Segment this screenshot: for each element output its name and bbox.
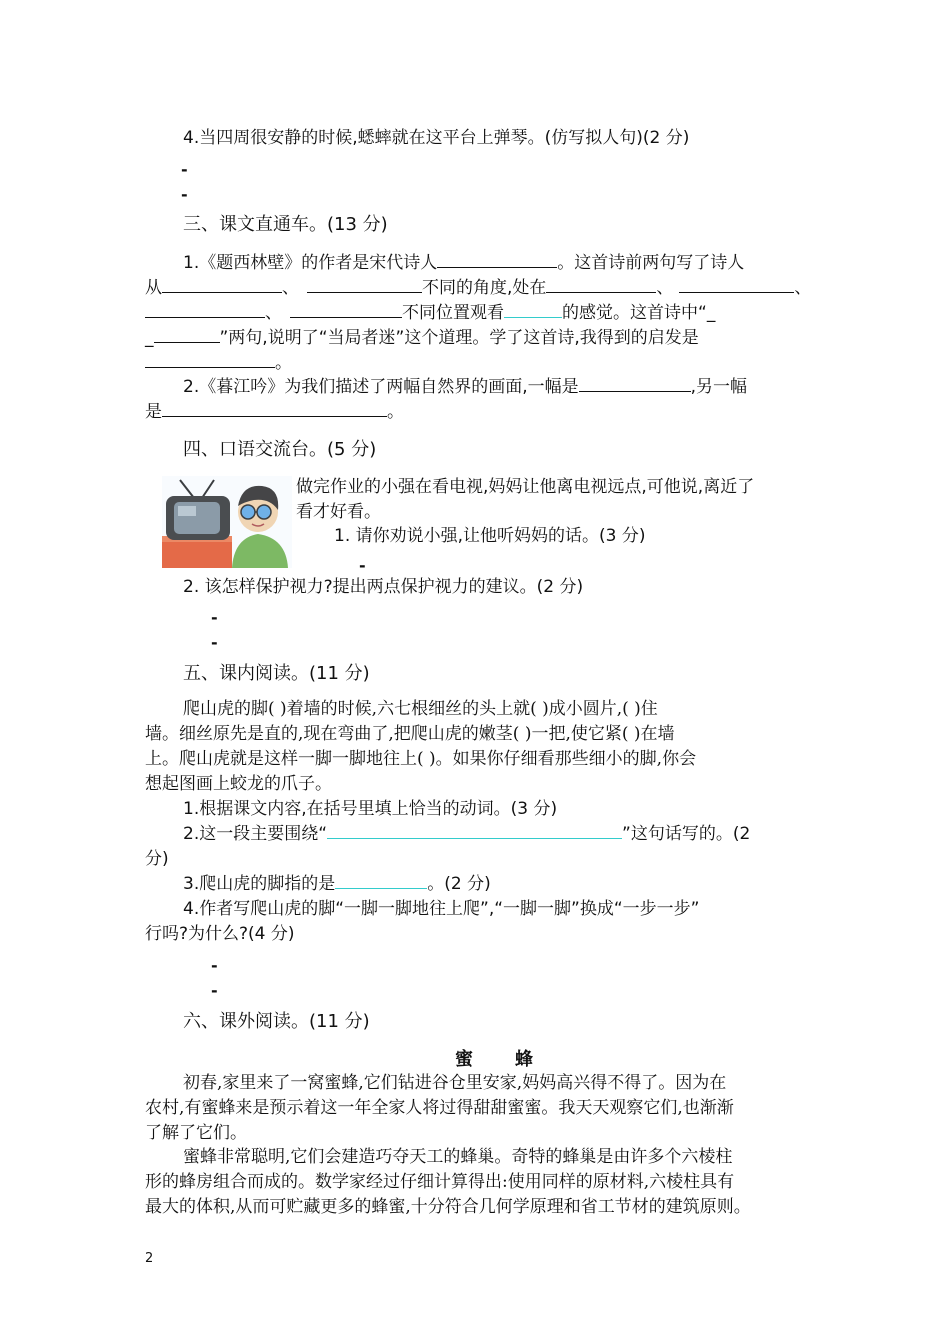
blank[interactable] (579, 376, 691, 392)
passage-line: 了解了它们。 (145, 1123, 247, 1143)
text: 。 (387, 402, 404, 422)
text: ,另一幅 (690, 377, 748, 397)
passage-line: 初春,家里来了一窝蜜蜂,它们钻进谷仓里安家,妈妈高兴得不得了。因为在 (183, 1073, 727, 1093)
text: 、 (265, 303, 282, 323)
answer-line[interactable]: - (211, 633, 218, 652)
blank-cyan[interactable] (504, 302, 562, 318)
s5-question-3 (183, 873, 491, 895)
text: 3.爬山虎的脚指的是 (183, 874, 336, 894)
answer-line[interactable]: - (211, 981, 218, 1000)
s4-intro-line1: 做完作业的小强在看电视,妈妈让他离电视远点,可他说,离近了 (296, 477, 755, 497)
question-4: 4.当四周很安静的时候,蟋蟀就在这平台上弹琴。(仿写拟人句)(2 分) (183, 128, 690, 148)
blank[interactable] (154, 327, 220, 343)
text: ”这句话写的。(2 (622, 824, 751, 844)
blank[interactable] (145, 352, 275, 368)
text: 1.《题西林壁》的作者是宋代诗人 (183, 253, 438, 273)
s3-q2-line1 (183, 376, 747, 398)
text: 2.这一段主要围绕“ (183, 824, 328, 844)
section-3-heading: 三、课文直通车。(13 分) (183, 214, 388, 235)
text: 不同位置观看 (402, 303, 504, 323)
s5-question-2 (183, 823, 750, 845)
text: 。(2 分) (427, 874, 491, 894)
section-5-heading: 五、课内阅读。(11 分) (183, 663, 370, 684)
answer-line[interactable]: - (211, 956, 218, 975)
text: 不同的角度,处在 (422, 278, 547, 298)
s3-q1-line1 (183, 252, 744, 274)
passage-title: 蜜 蜂 (455, 1049, 535, 1070)
passage-line: 上。爬山虎就是这样一脚一脚地往上( )。如果你仔细看那些细小的脚,你会 (145, 749, 697, 769)
section-4-heading: 四、口语交流台。(5 分) (183, 439, 377, 460)
text: 、 (656, 278, 674, 298)
blank-cyan[interactable] (335, 873, 427, 889)
blank[interactable] (290, 302, 402, 318)
text: 2.《暮江吟》为我们描述了两幅自然界的画面,一幅是 (183, 377, 579, 397)
s3-q1-line3 (145, 302, 715, 324)
answer-line[interactable]: - (181, 160, 188, 179)
blank[interactable] (162, 277, 282, 293)
text: 是 (145, 402, 162, 422)
text: 的感觉。这首诗中“ (562, 303, 707, 323)
blank[interactable] (145, 302, 265, 318)
s4-question-1: 1. 请你劝说小强,让他听妈妈的话。(3 分) (334, 526, 646, 546)
text: 、 (282, 278, 299, 298)
s3-q2-line2 (145, 401, 404, 423)
passage-line: 想起图画上蛟龙的爪子。 (145, 774, 332, 794)
blank[interactable] (162, 401, 387, 417)
text: ”两句,说明了“当局者迷”这个道理。学了这首诗,我得到的启发是 (219, 328, 699, 348)
answer-line[interactable]: - (211, 608, 218, 627)
answer-line[interactable]: - (181, 185, 188, 204)
text: _ (706, 303, 716, 323)
passage-line: 农村,有蜜蜂来是预示着这一年全家人将过得甜甜蜜蜜。我天天观察它们,也渐渐 (145, 1098, 734, 1118)
blank[interactable] (437, 252, 557, 268)
s3-q1-line5 (145, 352, 292, 374)
blank[interactable] (679, 277, 794, 293)
s4-intro-line2: 看才好看。 (296, 502, 381, 522)
text: _ (145, 328, 154, 348)
passage-line: 形的蜂房组合而成的。数学家经过仔细计算得出:使用同样的原材料,六棱柱具有 (145, 1172, 735, 1192)
text: 。 (275, 353, 292, 373)
passage-line: 蜜蜂非常聪明,它们会建造巧夺天工的蜂巢。奇特的蜂巢是由许多个六棱柱 (183, 1147, 733, 1167)
s5-question-2-cont: 分) (145, 849, 169, 869)
section-6-heading: 六、课外阅读。(11 分) (183, 1011, 370, 1032)
blank-cyan[interactable] (327, 823, 622, 839)
text: 、 (794, 278, 812, 298)
s5-question-4: 4.作者写爬山虎的脚“一脚一脚地往上爬”,“一脚一脚”换成“一步一步” (183, 899, 700, 919)
s5-question-4-cont: 行吗?为什么?(4 分) (145, 924, 295, 944)
blank[interactable] (546, 277, 656, 293)
passage-line: 爬山虎的脚( )着墙的时候,六七根细丝的头上就( )成小圆片,( )住 (183, 699, 658, 719)
text: 从 (145, 278, 162, 298)
passage-line: 墙。细丝原先是直的,现在弯曲了,把爬山虎的嫩茎( )一把,使它紧( )在墙 (145, 724, 675, 744)
s5-question-1: 1.根据课文内容,在括号里填上恰当的动词。(3 分) (183, 799, 558, 819)
s3-q1-line2 (145, 277, 811, 299)
page-number: 2 (145, 1251, 154, 1266)
s4-question-2: 2. 该怎样保护视力?提出两点保护视力的建议。(2 分) (183, 577, 584, 597)
answer-line[interactable]: - (359, 556, 366, 575)
tv-boy-illustration (162, 476, 292, 568)
passage-line: 最大的体积,从而可贮藏更多的蜂蜜,十分符合几何学原理和省工节材的建筑原则。 (145, 1197, 751, 1217)
s3-q1-line4 (145, 327, 699, 349)
text: 。这首诗前两句写了诗人 (557, 253, 745, 273)
blank[interactable] (307, 277, 422, 293)
